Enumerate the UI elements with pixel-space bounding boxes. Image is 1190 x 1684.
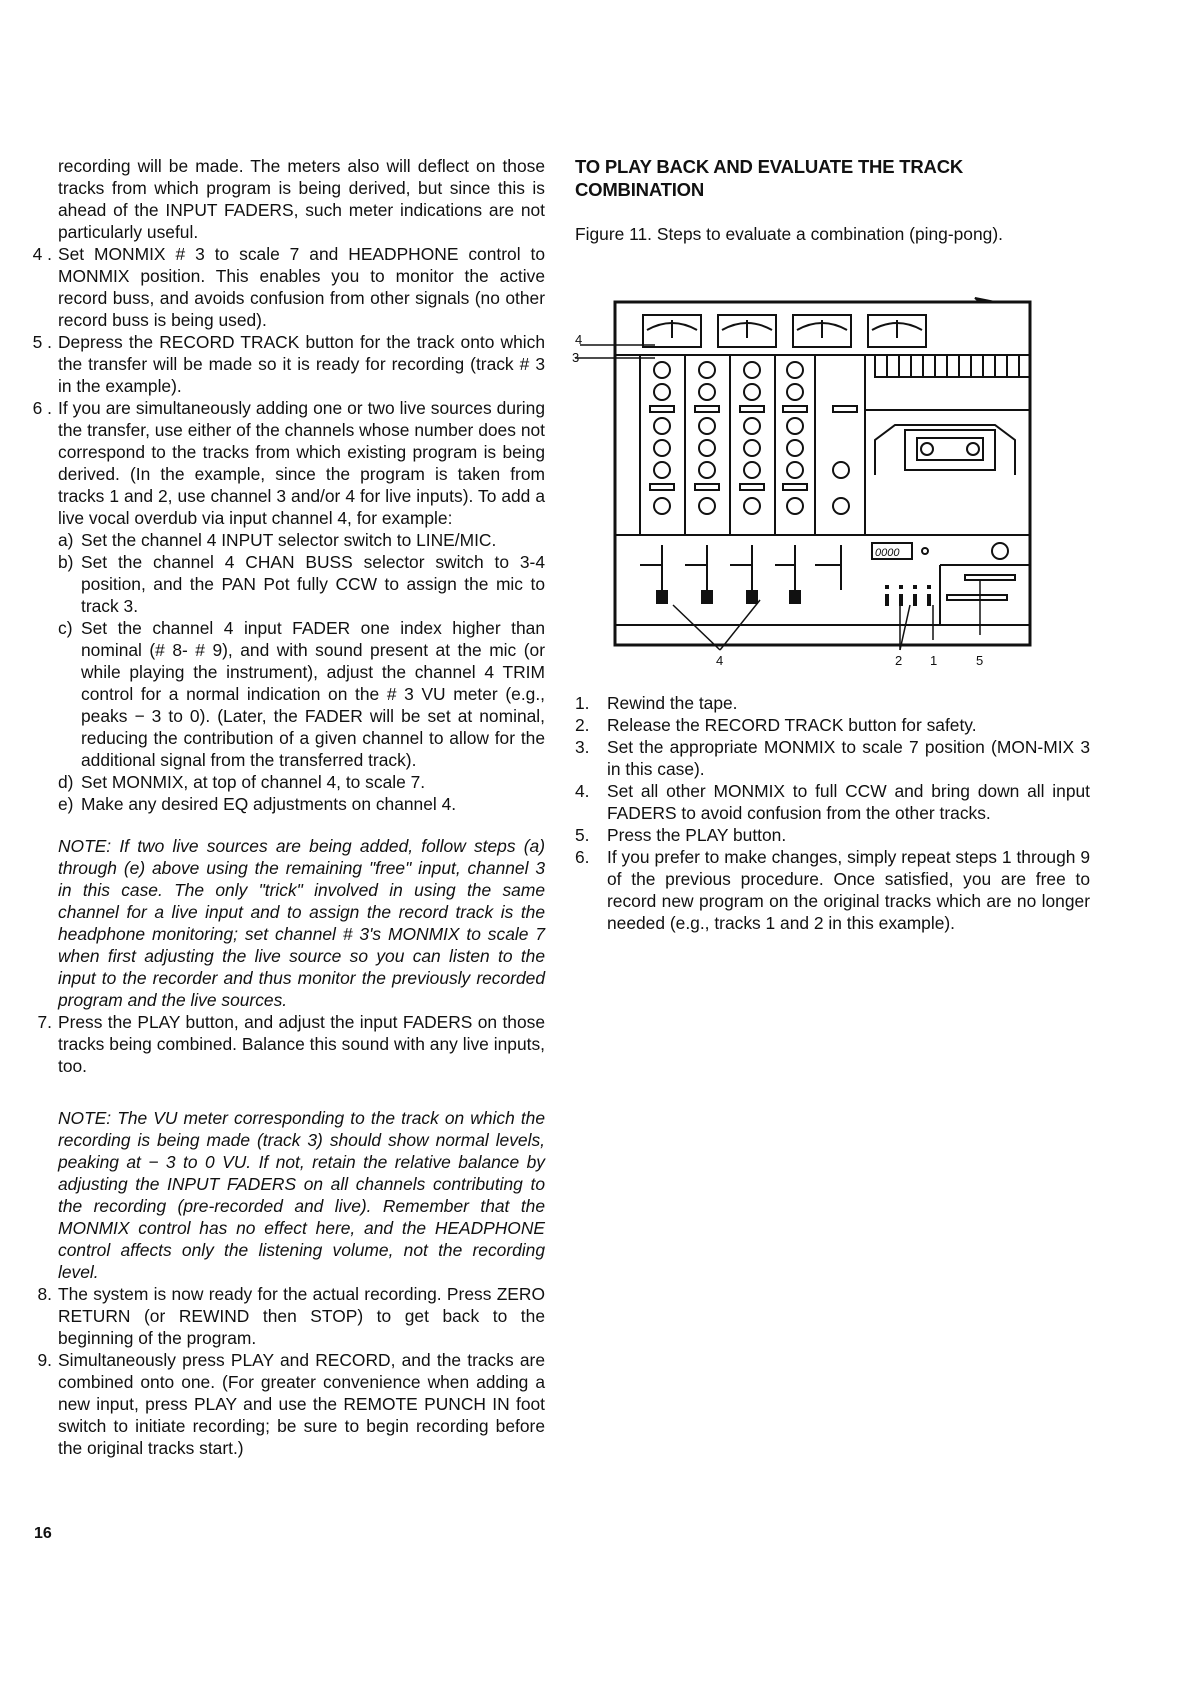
item-number: 9. <box>37 1350 52 1370</box>
sub-item-label: a) <box>58 530 74 550</box>
list-item <box>575 736 1090 780</box>
label-4-bottom: 4 <box>716 653 724 668</box>
note-paragraph: NOTE: If two live sources are being added, follow steps (a) through (e) above using the remaining "free" input, channel 3 in this case. The only "trick" involved in using the same channel for a live input and to assign the record track is the headphone monitoring; set channel # 3's MONMIX to scale 7 when first adjusting the live source so you can listen to the input to the recorder and thus monitor the previously recorded program and the live sources. <box>58 836 545 1010</box>
label-4-top: 4 <box>575 332 583 347</box>
list-item <box>37 1283 545 1349</box>
steps-list <box>575 692 1090 934</box>
item-text: Release the RECORD TRACK button for safety. <box>607 715 977 735</box>
label-1: 1 <box>930 653 938 668</box>
item-number: 6. <box>575 847 590 867</box>
item-number: 7. <box>37 1012 52 1032</box>
label-5: 5 <box>976 653 984 668</box>
sub-item <box>58 771 545 793</box>
sub-item <box>58 529 545 551</box>
list-item <box>575 780 1090 824</box>
list-item <box>575 692 1090 714</box>
list-item <box>32 331 545 397</box>
label-2: 2 <box>895 653 903 668</box>
list-item <box>32 397 545 529</box>
item-number: 1. <box>575 693 590 713</box>
item-text: Depress the RECORD TRACK button for the track onto which the transfer will be made so it is ready for recording (track # 3 in the example). <box>58 332 545 396</box>
sub-item <box>58 551 545 617</box>
item-text: The system is now ready for the actual recording. Press ZERO RETURN (or REWIND then STOP) to get back to the beginning of the program. <box>58 1284 545 1348</box>
list-item <box>37 1349 545 1459</box>
list-item <box>575 714 1090 736</box>
intro-paragraph: recording will be made. The meters also will deflect on those tracks from which program is being derived, but since this is ahead of the INPUT FADERS, such meter indications are not particularly useful. <box>58 156 545 242</box>
note-paragraph: NOTE: The VU meter corresponding to the track on which the recording is being made (track 3) should show normal levels, peaking at − 3 to 0 VU. If not, retain the relative balance by adjusting the INPUT FADERS on all channels contributing to the recording (pre-recorded and live). Remember that the MONMIX control has no effect here, and the HEADPHONE control affects only the listening volume, not the recording level. <box>58 1108 545 1282</box>
item-text: If you prefer to make changes, simply repeat steps 1 through 9 of the previous procedure. Once satisfied, you are free to record new program on the original tracks which are no longer needed (e.g., tracks 1 and 2 in this example). <box>607 847 1090 933</box>
sub-item-label: c) <box>58 618 73 638</box>
item-number: 5. <box>575 825 590 845</box>
item-text: Set the appropriate MONMIX to scale 7 position (MON-MIX 3 in this case). <box>607 737 1090 779</box>
item-text: Simultaneously press PLAY and RECORD, and the tracks are combined onto one. (For greater convenience when adding a new input, press PLAY and use the REMOTE PUNCH IN foot switch to initiate recording; be sure to begin recording before the original tracks start.) <box>58 1350 545 1458</box>
sub-item-label: d) <box>58 772 74 792</box>
item-number: 6 . <box>32 398 52 418</box>
sub-item-text: Set the channel 4 INPUT selector switch to LINE/MIC. <box>81 530 497 550</box>
figure-caption: Figure 11. Steps to evaluate a combination (ping-pong). <box>575 224 1003 244</box>
sub-item-text: Set the channel 4 input FADER one index higher than nominal (# 8- # 9), and with sound present at the mic (or while playing the instrument), adjust the channel 4 TRIM control for a normal indication on the # 3 VU meter (e.g., peaks − 3 to 0). (Later, the FADER will be set at nominal, reducing the contribution of a given channel to allow for the additional signal from the transferred track). <box>81 618 545 770</box>
item-number: 2. <box>575 715 590 735</box>
list-item <box>37 1011 545 1077</box>
item-text: If you are simultaneously adding one or two live sources during the transfer, use either of the channels whose number does not correspond to the tracks from which existing program is being derived. (In the example, since the program is taken from tracks 1 and 2, use channel 3 and/or 4 for live inputs). To add a live vocal overdub via input channel 4, for example: <box>58 398 545 528</box>
item-number: 4. <box>575 781 590 801</box>
list-item <box>575 846 1090 934</box>
item-text: Press the PLAY button, and adjust the input FADERS on those tracks being combined. Balance this sound with any live inputs, too. <box>58 1012 545 1076</box>
left-column <box>32 155 545 1459</box>
item-text: Set all other MONMIX to full CCW and bring down all input FADERS to avoid confusion from the other tracks. <box>607 781 1090 823</box>
item-number: 8. <box>37 1284 52 1304</box>
sub-item-label: e) <box>58 794 74 814</box>
section-heading: TO PLAY BACK AND EVALUATE THE TRACK COMBINATION <box>575 156 964 200</box>
label-3: 3 <box>572 350 580 365</box>
sub-item <box>58 617 545 771</box>
list-item <box>575 824 1090 846</box>
figure-11-diagram <box>572 290 1055 710</box>
sub-item-text: Make any desired EQ adjustments on channel 4. <box>81 794 457 814</box>
counter-readout: 0000 <box>875 547 900 559</box>
item-text: Press the PLAY button. <box>607 825 787 845</box>
sub-item-text: Set the channel 4 CHAN BUSS selector switch to 3-4 position, and the PAN Pot fully CCW to assign the mic to track 3. <box>81 552 545 616</box>
sub-item-label: b) <box>58 552 74 572</box>
list-item <box>32 243 545 331</box>
sub-item <box>58 793 545 815</box>
sub-item-text: Set MONMIX, at top of channel 4, to scale 7. <box>81 772 426 792</box>
page-number: 16 <box>34 1525 52 1542</box>
item-number: 3. <box>575 737 590 757</box>
item-text: Rewind the tape. <box>607 693 738 713</box>
right-column <box>575 155 1090 245</box>
item-number: 4 . <box>32 244 52 264</box>
item-number: 5 . <box>32 332 52 352</box>
item-text: Set MONMIX # 3 to scale 7 and HEADPHONE control to MONMIX position. This enables you to monitor the active record buss, and avoids confusion from other signals (no other record buss is being used). <box>58 244 545 330</box>
